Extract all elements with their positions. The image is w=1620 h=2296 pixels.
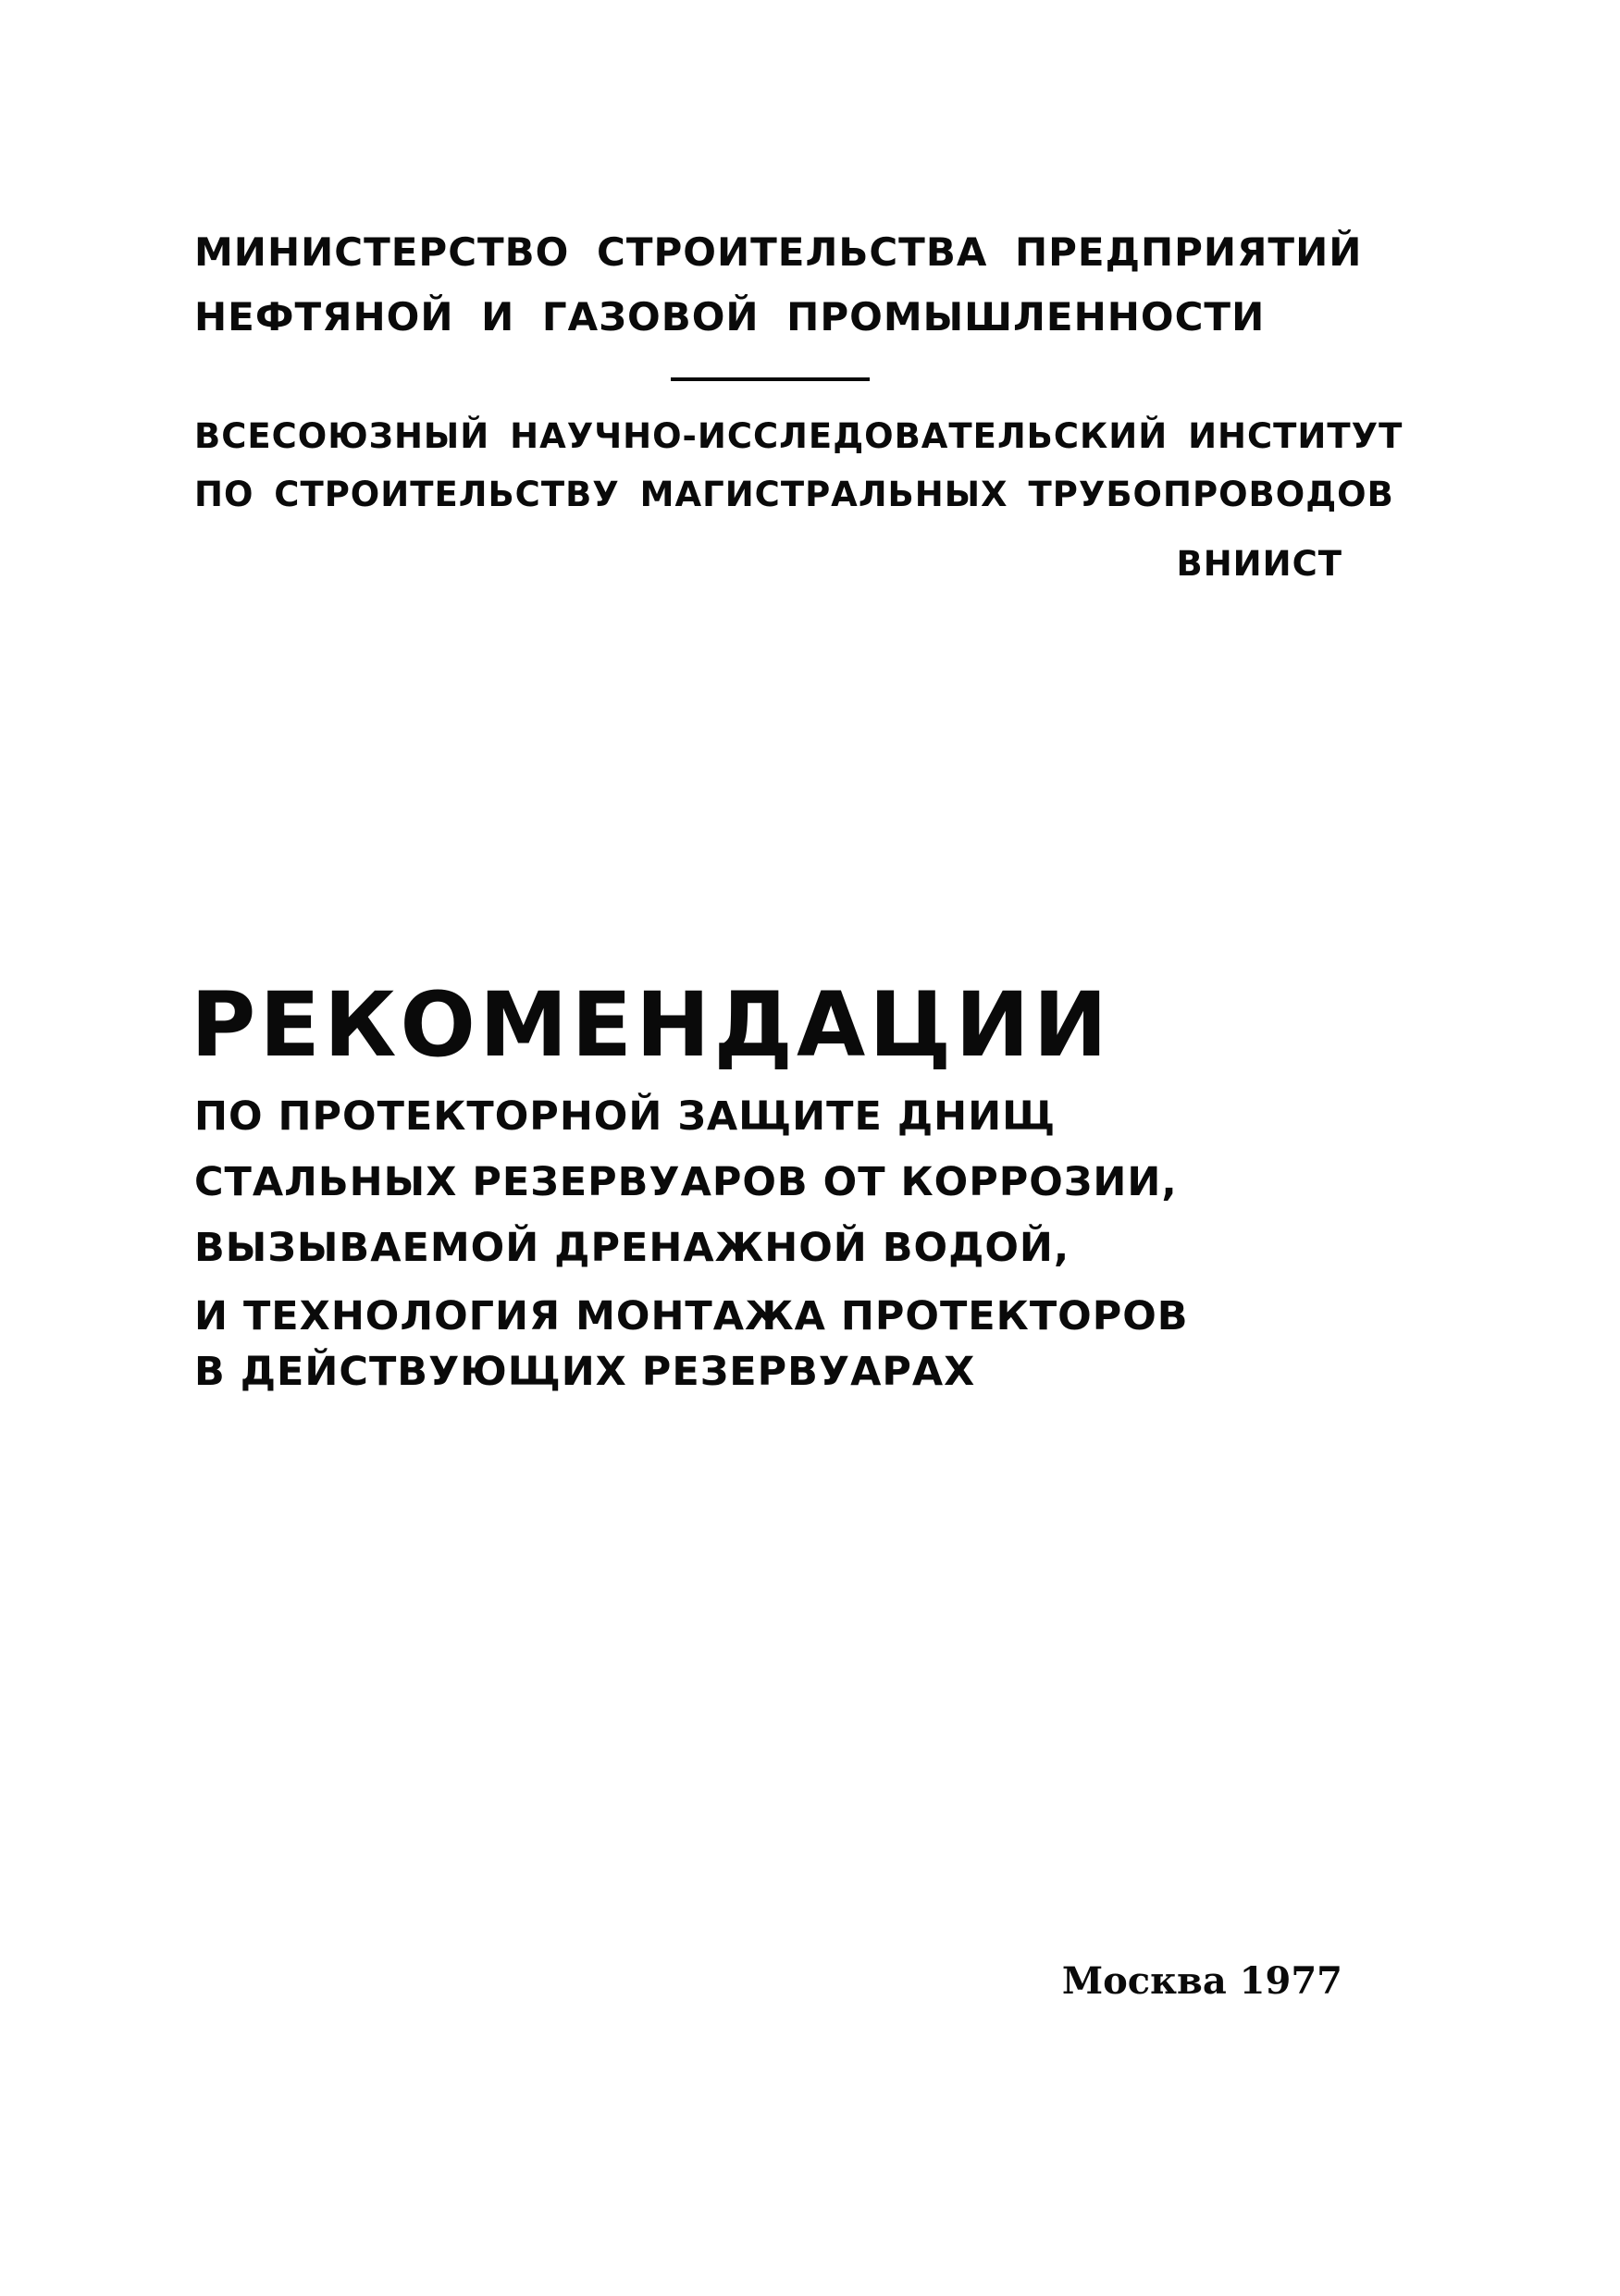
institute-name-line-1: ВСЕСОЮЗНЫЙ НАУЧНО-ИССЛЕДОВАТЕЛЬСКИЙ ИНСТИТУТ [194, 416, 1404, 456]
publication-city-year: Москва 1977 [1061, 1959, 1342, 2003]
institute-abbreviation: ВНИИСТ [1176, 544, 1342, 584]
document-title: РЕКОМЕНДАЦИИ [191, 973, 1112, 1077]
ministry-name-line-1: МИНИСТЕРСТВО СТРОИТЕЛЬСТВА ПРЕДПРИЯТИЙ [194, 229, 1363, 275]
subtitle-line-3: ВЫЗЫВАЕМОЙ ДРЕНАЖНОЙ ВОДОЙ, [194, 1225, 1070, 1271]
subtitle-line-5: В ДЕЙСТВУЮЩИХ РЕЗЕРВУАРАХ [194, 1349, 976, 1395]
subtitle-line-1: ПО ПРОТЕКТОРНОЙ ЗАЩИТЕ ДНИЩ [194, 1093, 1057, 1140]
header-divider [671, 377, 870, 381]
ministry-name-line-2: НЕФТЯНОЙ И ГАЗОВОЙ ПРОМЫШЛЕННОСТИ [194, 294, 1266, 339]
institute-name-line-2: ПО СТРОИТЕЛЬСТВУ МАГИСТРАЛЬНЫХ ТРУБОПРОВОДОВ [194, 475, 1394, 514]
subtitle-line-2: СТАЛЬНЫХ РЕЗЕРВУАРОВ ОТ КОРРОЗИИ, [194, 1159, 1178, 1205]
subtitle-line-4: И ТЕХНОЛОГИЯ МОНТАЖА ПРОТЕКТОРОВ [194, 1293, 1189, 1339]
